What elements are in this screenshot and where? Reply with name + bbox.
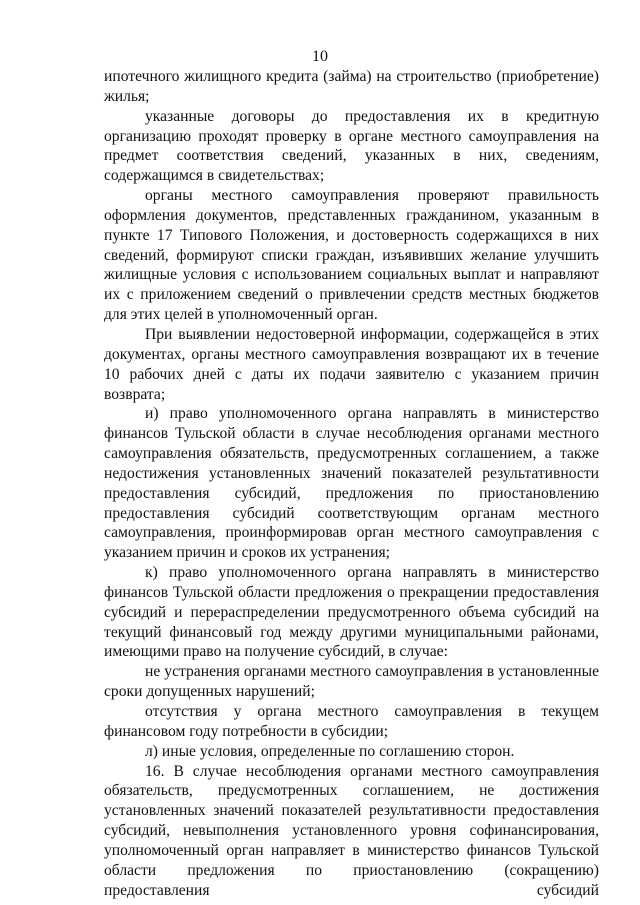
paragraph: л) иные условия, определенные по соглашению сторон. (145, 742, 515, 760)
paragraph: указанные договоры до предоставления их в кредитную организацию проходят проверку в органе местного самоуправления на предмет соответствия сведений, указанных в них, сведениям, содержащимся в свидетельствах; (104, 107, 599, 185)
paragraph: органы местного самоуправления проверяют правильность оформления документов, представленных гражданином, указанным в пункте 17 Типового Положения, и достоверность содержащихся в них сведений, формируют списки граждан, изъявивших желание улучшить жилищные условия с использованием социальных выплат и направляют их с приложением сведений о привлечении средств местных бюджетов для этих целей в уполномоченный орган. (104, 187, 599, 324)
paragraph: отсутствия у органа местного самоуправления в текущем финансовом году потребности в субсидии; (104, 703, 599, 740)
paragraph: ипотечного жилищного кредита (займа) на строительство (приобретение) жилья; (104, 68, 599, 105)
paragraph: и) право уполномоченного органа направлять в министерство финансов Тульской области в случае несоблюдения органами местного самоуправления обязательств, предусмотренных соглашением, а также недостижения установленных значений показателей результативности предоставления субсидий, предложения по приостановлению предоставления субсидий соответствующим органам местного самоуправления, проинформировав орган местного самоуправления с указанием причин и сроков их устранения; (104, 405, 599, 562)
document-body (104, 67, 599, 900)
paragraph: При выявлении недостоверной информации, содержащейся в этих документах, органы местного самоуправления возвращают их в течение 10 рабочих дней с даты их подачи заявителю с указанием причин возврата; (104, 325, 599, 403)
paragraph: к) право уполномоченного органа направлять в министерство финансов Тульской области предложения о прекращении предоставления субсидий и перераспределении предусмотренного объема субсидий на текущий финансовый год между другими муниципальными районами, имеющими право на получение субсидий, в случае: (104, 564, 599, 661)
paragraph: 16. В случае несоблюдения органами местного самоуправления обязательств, предусмотренных соглашением, не достижения установленных значений показателей результативности предоставления субсидий, невыполнения установленного уровня софинансирования, уполномоченный орган направляет в министерство финансов Тульской области предложения по приостановлению (сокращению) предоставления субсидий (104, 762, 599, 899)
page-number: 10 (312, 48, 328, 65)
paragraph: не устранения органами местного самоуправления в установленные сроки допущенных нарушений; (104, 663, 599, 701)
